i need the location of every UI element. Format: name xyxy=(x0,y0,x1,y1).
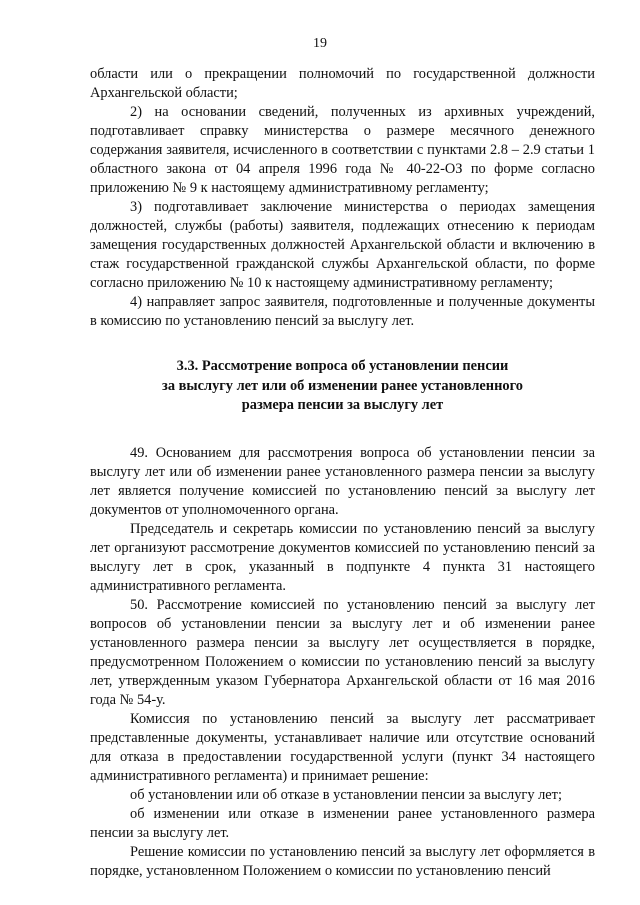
paragraph: Решение комиссии по установлению пенсий за выслугу лет оформляется в порядке, установленном Положением о комиссии по установлению пенсий xyxy=(90,843,595,879)
paragraph: 50. Рассмотрение комиссией по установлению пенсий за выслугу лет вопросов об установлении пенсии за выслугу лет и об изменении ранее установленного размера пенсии за выслугу лет осуществляется в порядке, предусмотренном Положением о комиссии по установлению пенсий за выслугу лет, утвержденным указом Губернатора Архангельской области от 16 мая 2016 года № 54-у. xyxy=(90,596,595,708)
page-number: 19 xyxy=(313,36,327,51)
section-heading xyxy=(90,357,595,416)
section-heading-line: за выслугу лет или об изменении ранее установленного xyxy=(162,377,523,394)
paragraph: области или о прекращении полномочий по государственной должности Архангельской области; xyxy=(90,66,595,101)
paragraph: 2) на основании сведений, полученных из архивных учреждений, подготавливает справку министерства о размере месячного денежного содержания заявителя, исчисленного в соответствии с пунктами 2.8 – 2.9 статьи 1 областного закона от 04 апреля 1996 года № 40-22-ОЗ по форме согласно приложению № 9 к настоящему административному регламенту; xyxy=(90,104,595,196)
document-body xyxy=(90,65,595,881)
paragraph: Комиссия по установлению пенсий за выслугу лет рассматривает представленные документы, устанавливает наличие или отсутствие оснований для отказа в предоставлении государственной услуги (пункт 34 настоящего административного регламента) и принимает решение: xyxy=(90,710,595,784)
section-heading-line: размера пенсии за выслугу лет xyxy=(241,397,444,413)
paragraph: об изменении или отказе в изменении ранее установленного размера пенсии за выслугу лет. xyxy=(90,805,595,841)
paragraph: 3) подготавливает заключение министерства о периодах замещения должностей, службы (работы) заявителя, подлежащих отнесению к периодам замещения государственных должностей Архангельской области и включению в стаж государственной гражданской службы Архангельской области, по форме согласно приложению № 10 к настоящему административному регламенту; xyxy=(90,199,595,291)
paragraph: об установлении или об отказе в установлении пенсии за выслугу лет; xyxy=(130,786,562,803)
paragraph: Председатель и секретарь комиссии по установлению пенсий за выслугу лет организуют рассмотрение документов комиссией по установлению пенсий за выслугу лет в срок, указанный в подпункте 4 пункта 31 настоящего административного регламента. xyxy=(90,520,595,594)
paragraph: 4) направляет запрос заявителя, подготовленные и полученные документы в комиссию по установлению пенсий за выслугу лет. xyxy=(90,294,595,329)
paragraph: 49. Основанием для рассмотрения вопроса об установлении пенсии за выслугу лет или об изменении ранее установленного размера пенсии за выслугу лет является получение комиссией по установлению пенсий за выслугу лет документов от уполномоченного органа. xyxy=(90,444,595,518)
section-heading-line: 3.3. Рассмотрение вопроса об установлении пенсии xyxy=(176,358,509,374)
